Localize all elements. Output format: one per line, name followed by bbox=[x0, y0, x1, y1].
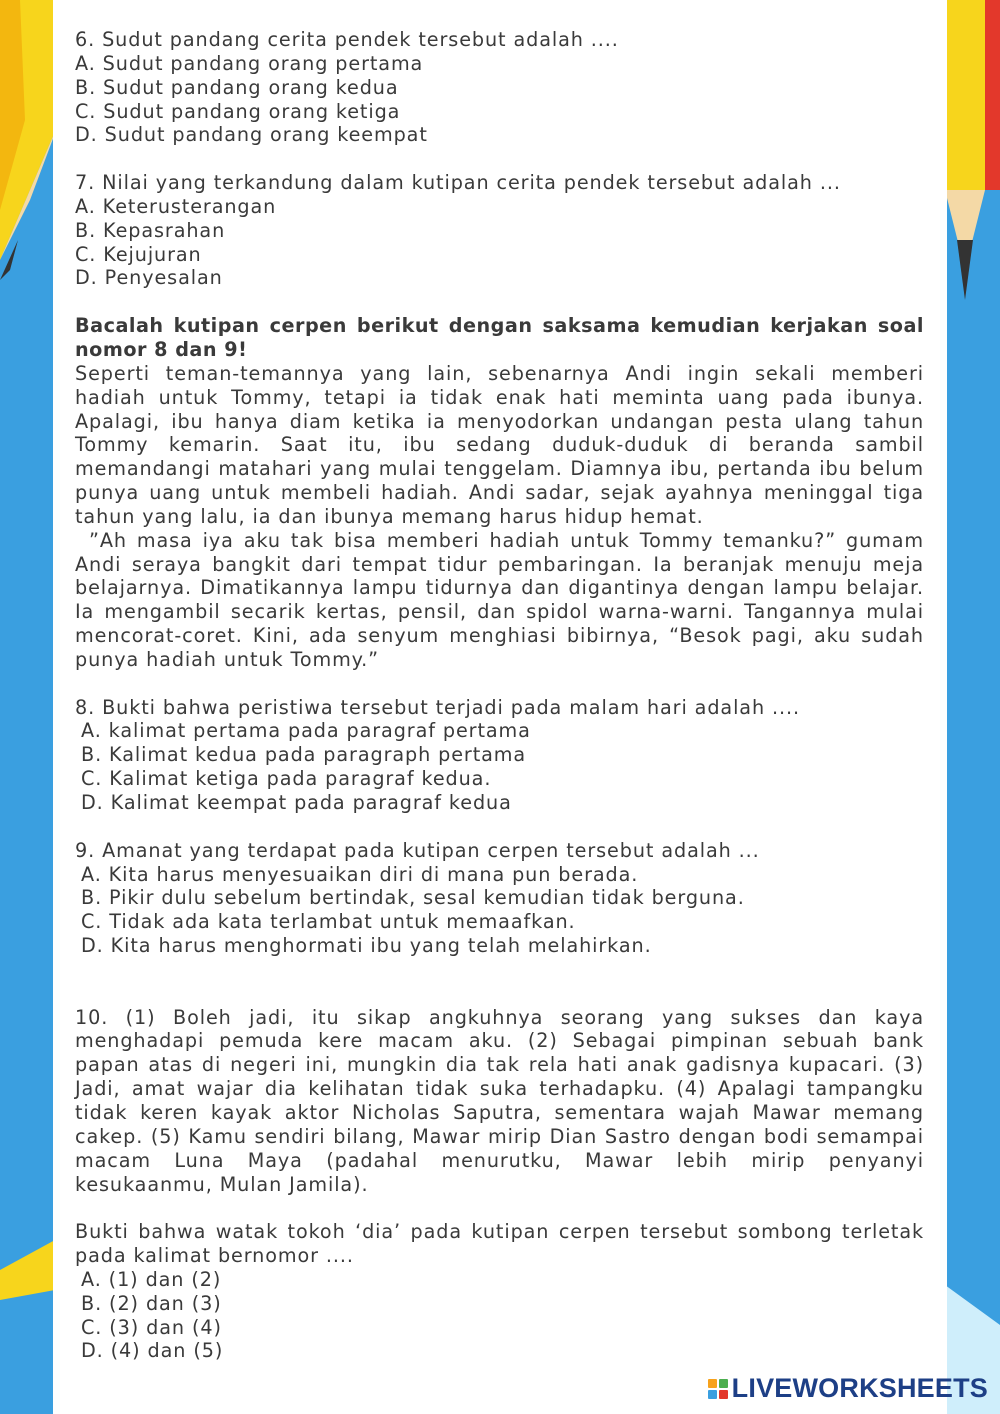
liveworksheets-logo bbox=[708, 1373, 988, 1404]
story-paragraph-1: Seperti teman-temannya yang lain, sebenarnya Andi ingin sekali memberi hadiah untuk Tommy, tetapi ia tidak enak hati meminta uang pada ibunya. Apalagi, ibu hanya diam ketika ia menyodorkan undangan pesta ulang tahun Tommy kemarin. Saat itu, ibu sedang duduk-duduk di beranda sambil memandangi matahari yang mulai tenggelam. Diamnya ibu, pertanda ibu belum punya uang untuk membeli hadiah. Andi sadar, sejak ayahnya meninggal tiga tahun yang lalu, ia dan ibunya memang harus hidup hemat. bbox=[75, 361, 924, 528]
question-6: 6. Sudut pandang cerita pendek tersebut adalah .... bbox=[75, 28, 619, 51]
q7-option-b[interactable]: B. Kepasrahan bbox=[75, 218, 226, 242]
story-paragraph-2: ”Ah masa iya aku tak bisa memberi hadiah untuk Tommy temanku?” gumam Andi seraya bangkit dari tempat tidur pembaringan. Ia beranjak menuju meja belajarnya. Dimatikannya lampu tidurnya dan digantinya dengan lampu belajar. Ia mengambil secarik kertas, pensil, dan spidol warna-warni. Tangannya mulai mencorat-coret. Kini, ada senyum menghiasi bibirnya, “Besok pagi, aku sudah punya hadiah untuk Tommy.” bbox=[75, 528, 924, 671]
left-pencil-decoration bbox=[0, 0, 60, 300]
q8-option-d[interactable]: D. Kalimat keempat pada paragraf kedua bbox=[81, 791, 512, 814]
question-9: 9. Amanat yang terdapat pada kutipan cerpen tersebut adalah ... bbox=[75, 838, 760, 862]
worksheet-content bbox=[75, 28, 924, 1363]
logo-text: LIVEWORKSHEETS bbox=[731, 1373, 988, 1403]
right-pencil-decoration bbox=[945, 0, 1000, 310]
q8-option-b[interactable]: B. Kalimat kedua pada paragraph pertama bbox=[81, 743, 527, 767]
q10-option-b[interactable]: B. (2) dan (3) bbox=[81, 1291, 222, 1315]
q9-option-b[interactable]: B. Pikir dulu sebelum bertindak, sesal kemudian tidak berguna. bbox=[81, 886, 745, 910]
q6-option-b[interactable]: B. Sudut pandang orang kedua bbox=[75, 75, 399, 99]
q9-option-a[interactable]: A. Kita harus menyesuaikan diri di mana pun berada. bbox=[81, 862, 639, 886]
liveworksheets-grid-icon bbox=[708, 1379, 728, 1399]
q9-option-c[interactable]: C. Tidak ada kata terlambat untuk memaafkan. bbox=[81, 910, 576, 934]
q7-option-c[interactable]: C. Kejujuran bbox=[75, 242, 202, 266]
q10-option-d[interactable]: D. (4) dan (5) bbox=[81, 1339, 224, 1363]
question-8: 8. Bukti bahwa peristiwa tersebut terjadi pada malam hari adalah .... bbox=[75, 695, 801, 719]
question-7: 7. Nilai yang terkandung dalam kutipan cerita pendek tersebut adalah ... bbox=[75, 171, 841, 195]
q8-option-c[interactable]: C. Kalimat ketiga pada paragraf kedua. bbox=[81, 767, 492, 791]
left-bottom-decoration bbox=[0, 1240, 55, 1300]
question-10-passage: 10. (1) Boleh jadi, itu sikap angkuhnya seorang yang sukses dan kaya menghadapi pemuda kere macam aku. (2) Sebagai pimpinan sebuah bank papan atas di negeri ini, mungkin dia tak rela hati anak gadisnya kupacari. (3) Jadi, amat wajar dia kelihatan tidak suka terhadapku. (4) Apalagi tampangku tidak keren kayak aktor Nicholas Saputra, sementara wajah Mawar memang cakep. (5) Kamu sendiri bilang, Mawar mirip Dian Sastro dengan bodi semampai macam Luna Maya (padahal menurutku, Mawar lebih mirip penyanyi kesukaanmu, Mulan Jamila). bbox=[75, 1005, 924, 1196]
q6-option-d[interactable]: D. Sudut pandang orang keempat bbox=[75, 123, 428, 147]
q7-option-d[interactable]: D. Penyesalan bbox=[75, 266, 223, 290]
q10-option-c[interactable]: C. (3) dan (4) bbox=[81, 1315, 222, 1339]
q10-option-a[interactable]: A. (1) dan (2) bbox=[81, 1267, 222, 1291]
question-10: Bukti bahwa watak tokoh ‘dia’ pada kutipan cerpen tersebut sombong terletak pada kalimat bernomor .... bbox=[75, 1220, 924, 1268]
q6-option-a[interactable]: A. Sudut pandang orang pertama bbox=[75, 51, 424, 75]
worksheet-page bbox=[53, 0, 947, 1414]
reading-instruction: Bacalah kutipan cerpen berikut dengan saksama kemudian kerjakan soal nomor 8 dan 9! bbox=[75, 314, 924, 361]
q6-option-c[interactable]: C. Sudut pandang orang ketiga bbox=[75, 99, 401, 123]
q8-option-a[interactable]: A. kalimat pertama pada paragraf pertama bbox=[81, 719, 531, 743]
q9-option-d[interactable]: D. Kita harus menghormati ibu yang telah melahirkan. bbox=[81, 934, 652, 958]
q7-option-a[interactable]: A. Keterusterangan bbox=[75, 194, 277, 218]
